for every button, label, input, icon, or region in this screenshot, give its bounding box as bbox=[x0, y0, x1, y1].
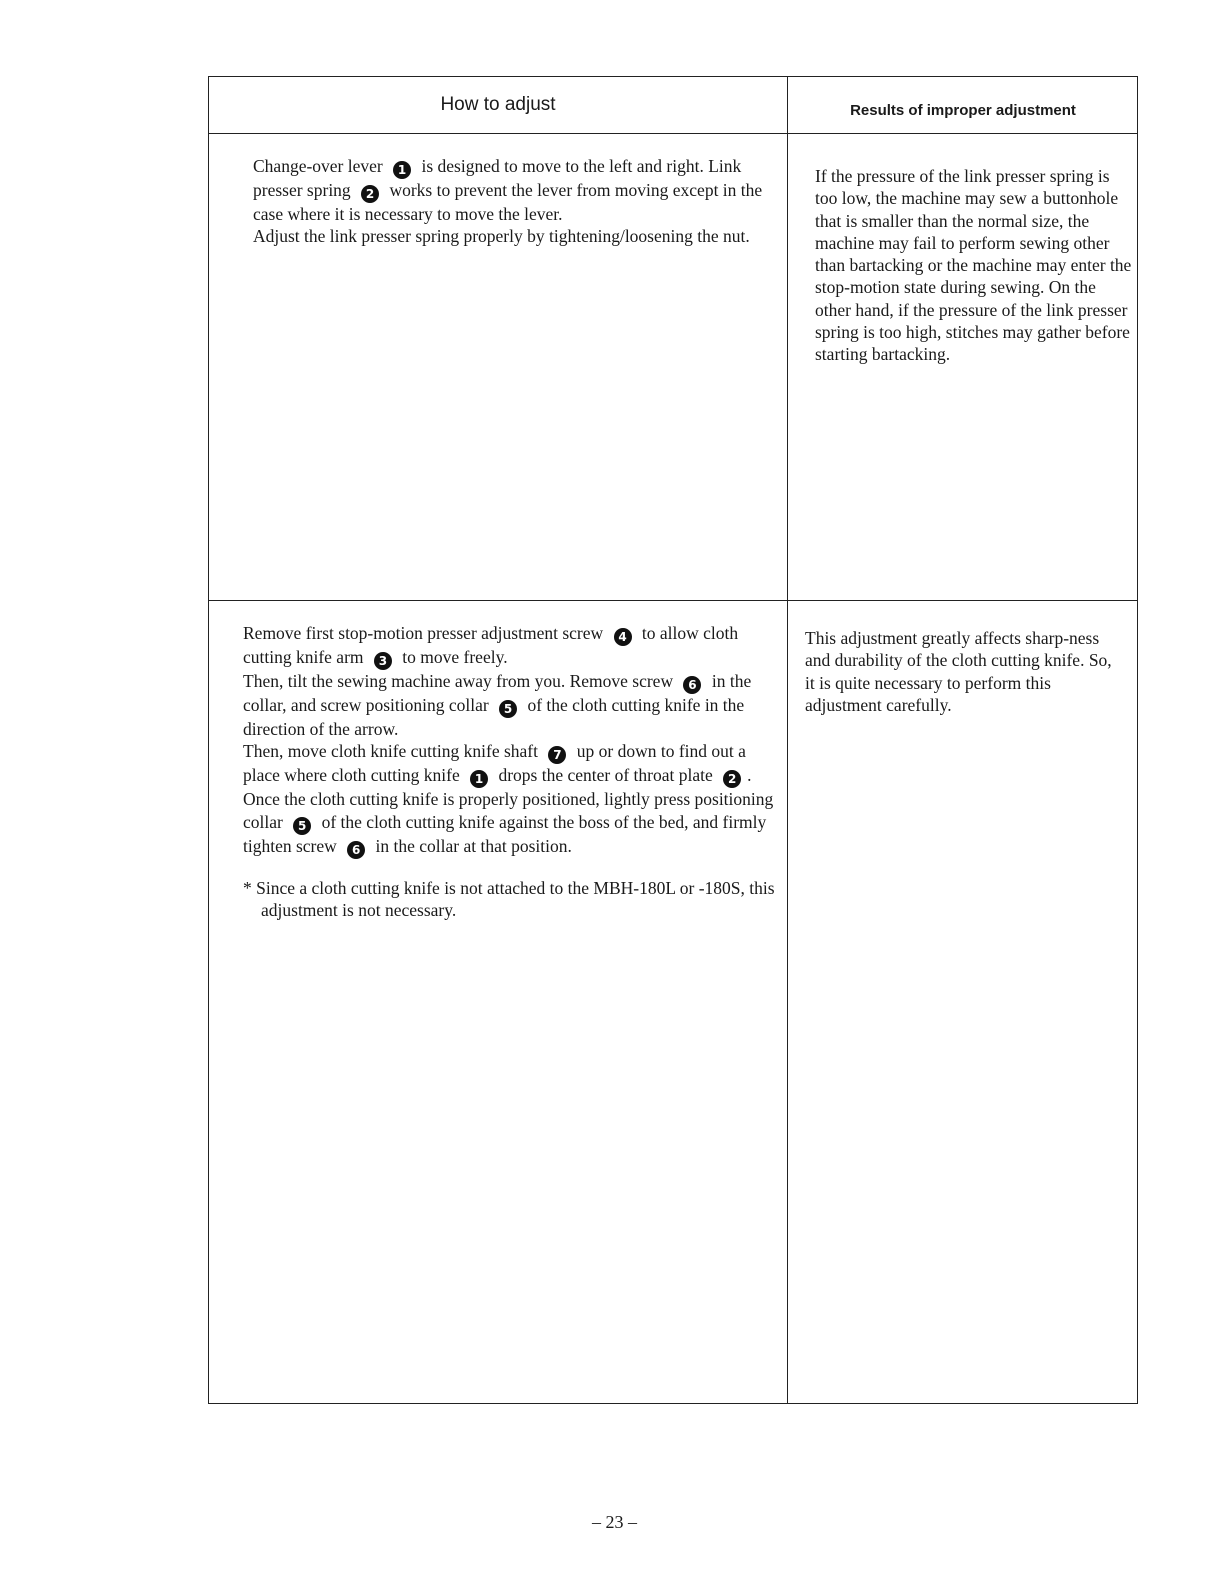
text-run: in the collar at that position. bbox=[371, 835, 572, 856]
row1-how-to-adjust bbox=[253, 155, 773, 248]
text-run: up or down to find out a place where cloth cutting knife bbox=[243, 741, 746, 786]
text-run: to allow cloth cutting knife arm bbox=[243, 623, 739, 667]
text-run: is designed to move to the left and right. Link presser spring bbox=[253, 156, 742, 200]
text-run: . Once the cloth cutting knife is properly positioned, lightly press positioning collar bbox=[243, 765, 774, 832]
row1-right-text bbox=[815, 165, 1133, 366]
header-how-to-adjust: How to adjust bbox=[440, 94, 556, 115]
text-run: If the pressure of the link presser spring is too low, the machine may sew a buttonhole that is smaller than the normal size, the machine may fail to perform sewing other than bartacking or the machine may enter the stop-motion state during sewing. On the other hand, if the pressure of the link presser spring is too high, stitches may gather before starting bartacking. bbox=[815, 166, 1132, 365]
part-number-marker: 1 bbox=[470, 770, 488, 788]
part-number-marker: 1 bbox=[393, 161, 411, 179]
part-number-marker: 2 bbox=[361, 185, 379, 203]
text-run: Change-over lever bbox=[253, 156, 388, 176]
part-number-marker: 6 bbox=[683, 676, 701, 694]
text-run: works to prevent the lever from moving except in the case where it is necessary to move the lever. bbox=[253, 180, 763, 224]
row2-left-text bbox=[243, 622, 778, 859]
text-run: of the cloth cutting knife against the boss of the bed, and firmly tighten screw bbox=[243, 811, 767, 856]
adjustment-table bbox=[208, 76, 1138, 1404]
page-number: – 23 – bbox=[592, 1512, 637, 1532]
part-number-marker: 7 bbox=[548, 746, 566, 764]
part-number-marker: 2 bbox=[723, 770, 741, 788]
text-run: Then, move cloth knife cutting knife shaft bbox=[243, 741, 543, 762]
row1-left-text bbox=[253, 155, 773, 248]
row2-results bbox=[805, 627, 1125, 716]
row1-results bbox=[815, 165, 1133, 366]
column-divider bbox=[787, 77, 788, 1403]
part-number-marker: 3 bbox=[374, 652, 392, 670]
text-run: in the collar, and screw positioning collar bbox=[243, 671, 752, 715]
part-number-marker: 5 bbox=[293, 817, 311, 835]
text-run: drops the center of throat plate bbox=[494, 765, 718, 786]
text-run: to move freely. bbox=[397, 647, 508, 667]
header-results: Results of improper adjustment bbox=[850, 101, 1076, 119]
row2-how-to-adjust bbox=[243, 622, 778, 921]
text-run: Remove first stop-motion presser adjustment screw bbox=[243, 623, 608, 643]
row-divider bbox=[209, 600, 1137, 601]
part-number-marker: 6 bbox=[347, 841, 365, 859]
text-run: of the cloth cutting knife in the direction of the arrow. bbox=[243, 695, 745, 739]
text-run: Then, tilt the sewing machine away from you. Remove screw bbox=[243, 671, 678, 691]
part-number-marker: 5 bbox=[499, 700, 517, 718]
part-number-marker: 4 bbox=[614, 628, 632, 646]
text-run: This adjustment greatly affects sharp-ness and durability of the cloth cutting knife. So, it is quite necessary to perform this adjustment carefully. bbox=[805, 628, 1112, 715]
text-run: Adjust the link presser spring properly by tightening/loosening the nut. bbox=[253, 226, 750, 247]
row2-right-text bbox=[805, 627, 1125, 716]
row2-note: * Since a cloth cutting knife is not attached to the MBH-180L or -180S, this adjustment is not necessary. bbox=[243, 877, 775, 920]
header-divider bbox=[209, 133, 1137, 134]
